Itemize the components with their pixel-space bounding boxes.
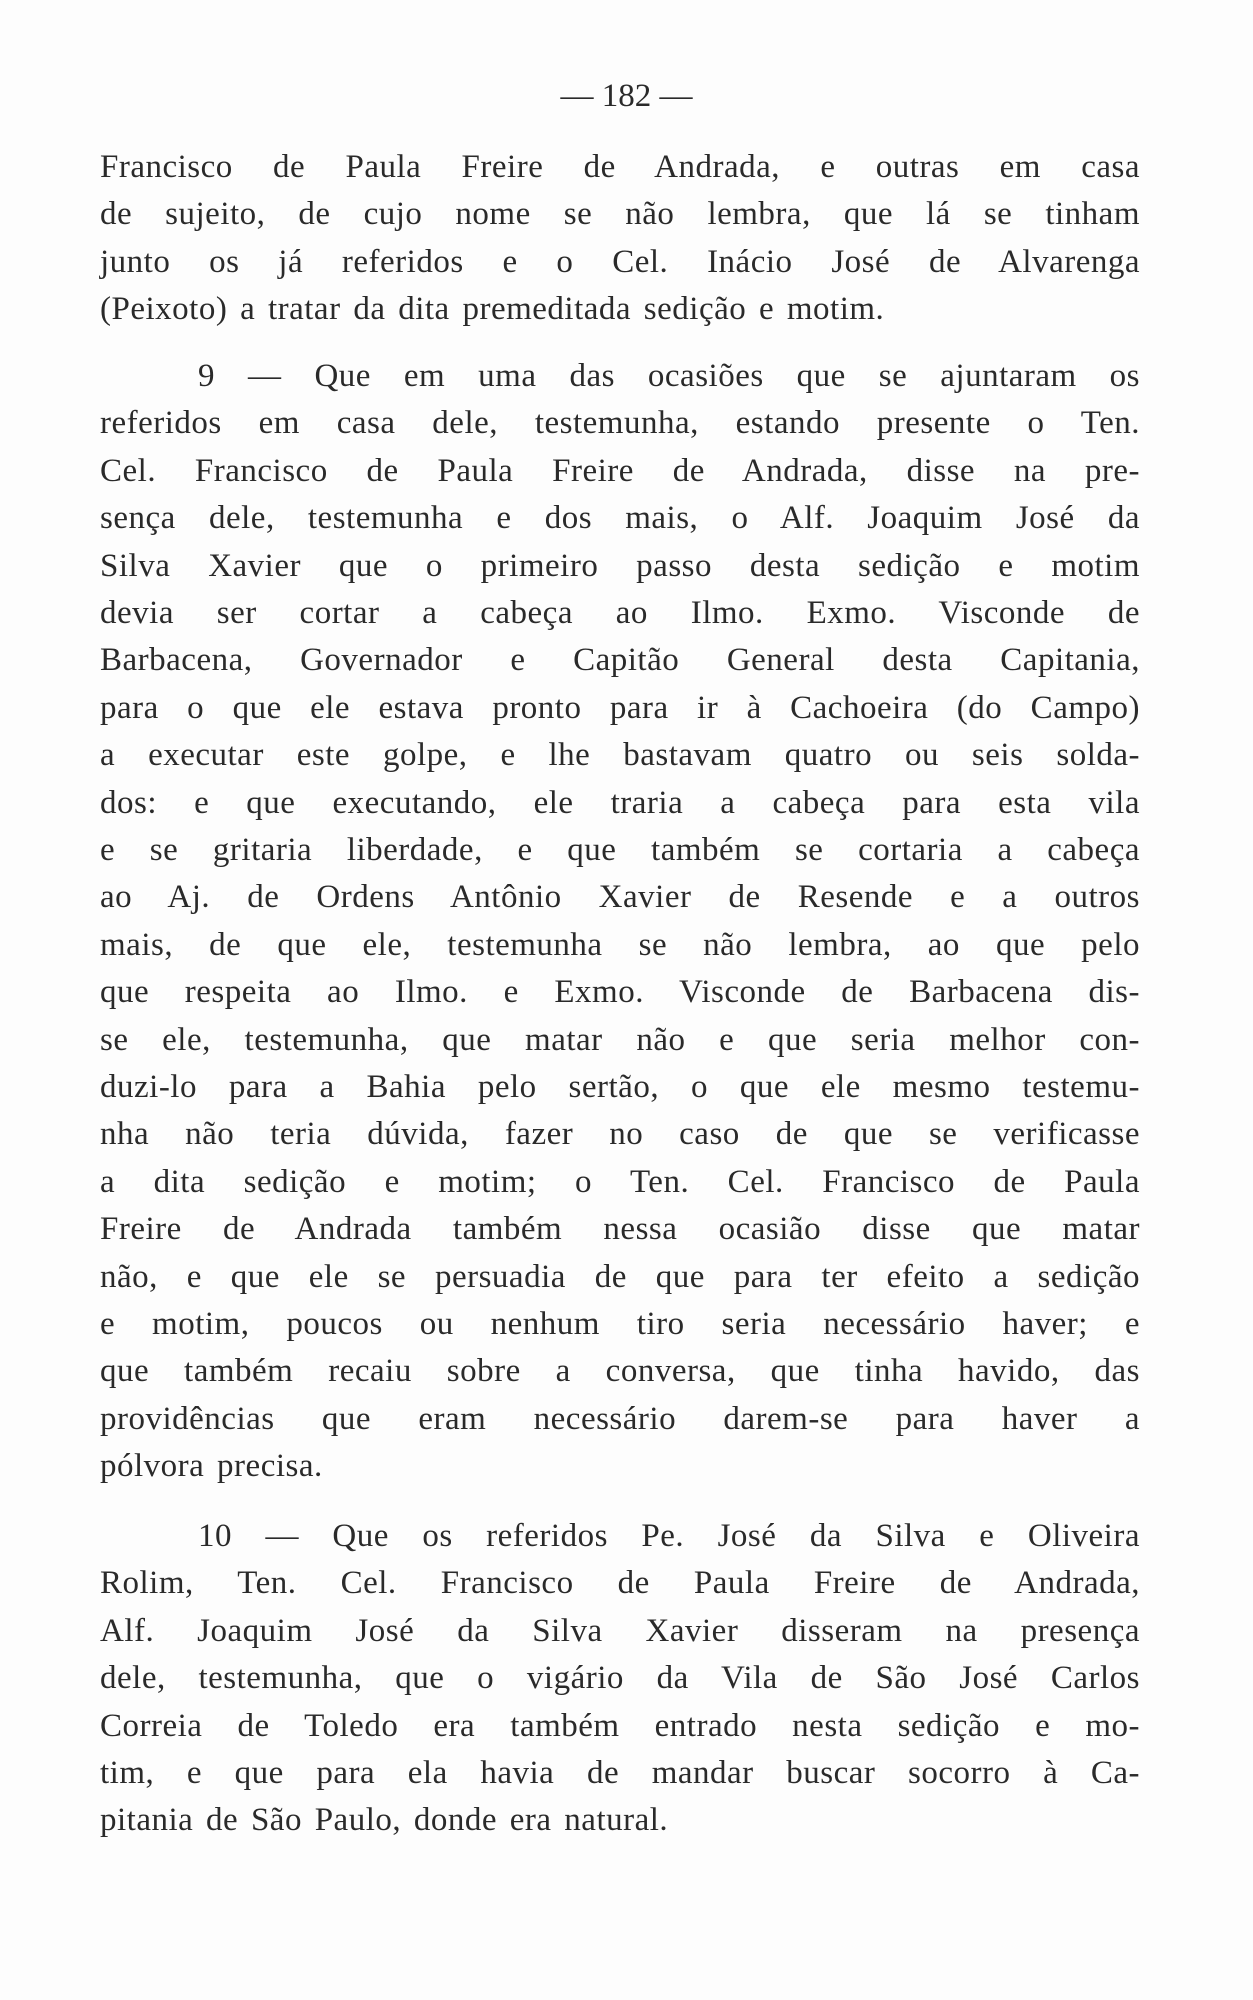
text-line: Rolim, Ten. Cel. Francisco de Paula Freire de Andrada, — [100, 1565, 1140, 1602]
text-line: Alf. Joaquim José da Silva Xavier disseram na presença — [100, 1612, 1140, 1649]
text-line: que também recaiu sobre a conversa, que tinha havido, das — [100, 1353, 1140, 1390]
text-line: 10 — Que os referidos Pe. José da Silva e Oliveira — [198, 1518, 1140, 1554]
text-line: e se gritaria liberdade, e que também se cortaria a cabeça — [100, 832, 1140, 868]
text-line: nha não teria dúvida, fazer no caso de que se verificasse — [100, 1116, 1140, 1153]
text-line: e motim, poucos ou nenhum tiro seria necessário haver; e — [100, 1306, 1140, 1342]
text-line: dele, testemunha, que o vigário da Vila de São José Carlos — [100, 1660, 1140, 1697]
text-line: Silva Xavier que o primeiro passo desta sedição e motim — [100, 547, 1140, 584]
text-line: Cel. Francisco de Paula Freire de Andrada, disse na pre- — [100, 452, 1140, 489]
text-line: mais, de que ele, testemunha se não lembra, ao que pelo — [100, 926, 1140, 963]
text-line: a executar este golpe, e lhe bastavam quatro ou seis solda- — [100, 737, 1140, 774]
text-line: providências que eram necessário darem-se para haver a — [100, 1400, 1140, 1437]
text-line: Francisco de Paula Freire de Andrada, e outras em casa — [100, 149, 1140, 185]
text-line: devia ser cortar a cabeça ao Ilmo. Exmo. Visconde de — [100, 595, 1140, 631]
text-line: se ele, testemunha, que matar não e que seria melhor con- — [100, 1021, 1140, 1058]
text-line: referidos em casa dele, testemunha, estando presente o Ten. — [100, 405, 1140, 442]
text-line: Barbacena, Governador e Capitão General desta Capitania, — [100, 642, 1140, 679]
text-line: para o que ele estava pronto para ir à Cachoeira (do Campo) — [100, 689, 1140, 726]
text-line: tim, e que para ela havia de mandar buscar socorro à Ca- — [100, 1755, 1140, 1791]
text-line: dos: e que executando, ele traria a cabeça para esta vila — [100, 784, 1140, 821]
text-line: (Peixoto) a tratar da dita premeditada sedição e motim. — [100, 291, 885, 328]
text-line: Freire de Andrada também nessa ocasião disse que matar — [100, 1211, 1140, 1248]
text-line: sença dele, testemunha e dos mais, o Alf. Joaquim José da — [100, 500, 1140, 537]
text-line: não, e que ele se persuadia de que para ter efeito a sedição — [100, 1258, 1140, 1295]
text-line: junto os já referidos e o Cel. Inácio José de Alvarenga — [100, 243, 1140, 280]
text-line: que respeita ao Ilmo. e Exmo. Visconde de Barbacena dis- — [100, 974, 1140, 1011]
text-line: ao Aj. de Ordens Antônio Xavier de Resende e a outros — [100, 879, 1140, 916]
text-line: pólvora precisa. — [100, 1448, 323, 1485]
text-line: duzi-lo para a Bahia pelo sertão, o que ele mesmo testemu- — [100, 1069, 1140, 1105]
page-number: — 182 — — [560, 78, 693, 114]
text-line: pitania de São Paulo, donde era natural. — [100, 1802, 669, 1839]
text-line: a dita sedição e motim; o Ten. Cel. Francisco de Paula — [100, 1163, 1140, 1200]
text-line: de sujeito, de cujo nome se não lembra, que lá se tinham — [100, 196, 1140, 233]
text-line: 9 — Que em uma das ocasiões que se ajuntaram os — [198, 358, 1140, 394]
text-line: Correia de Toledo era também entrado nesta sedição e mo- — [100, 1707, 1140, 1744]
